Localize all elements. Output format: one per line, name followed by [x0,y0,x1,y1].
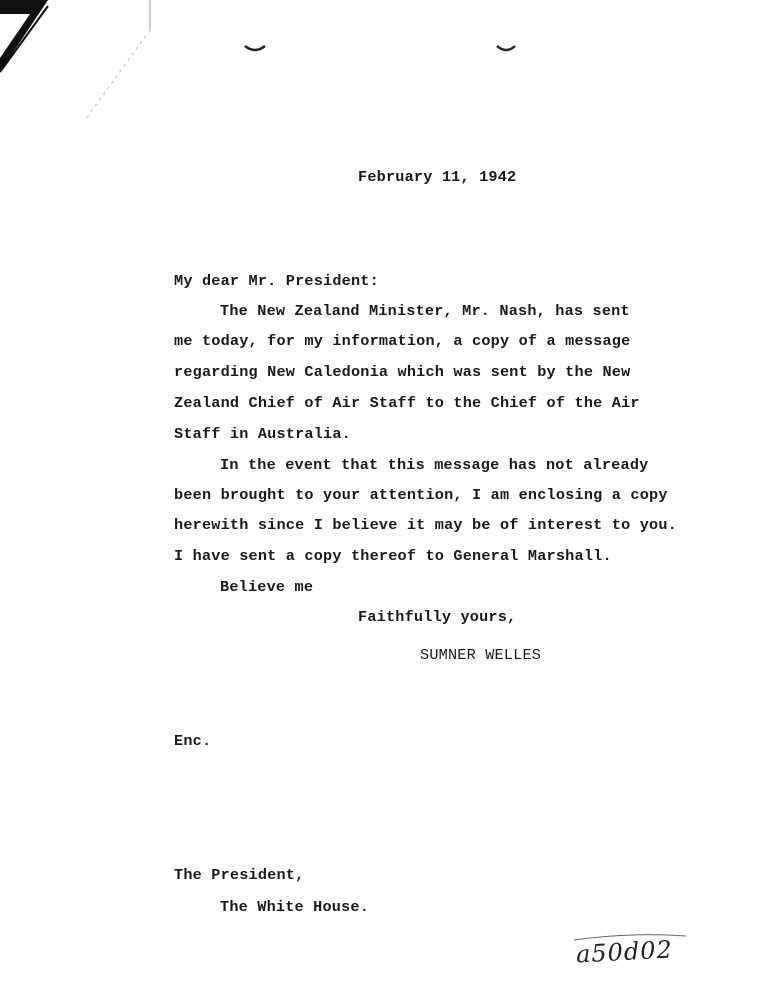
body-line-7: been brought to your attention, I am enclosing a copy [174,486,668,504]
body-line-6: In the event that this message has not already [220,456,649,474]
signature: SUMNER WELLES [420,646,542,664]
body-line-4: Zealand Chief of Air Staff to the Chief of the Air [174,394,640,412]
body-line-2: me today, for my information, a copy of a message [174,332,631,350]
punch-mark-left [244,44,266,54]
scan-corner-mark [0,0,160,130]
punch-mark-right [496,44,516,54]
body-line-1: The New Zealand Minister, Mr. Nash, has sent [220,302,630,320]
file-number-handwritten: a50d02 [575,935,674,969]
closing-believe-me: Believe me [220,578,314,596]
body-line-5: Staff in Australia. [174,425,351,443]
body-line-3: regarding New Caledonia which was sent by the New [174,363,631,381]
closing-faithfully: Faithfully yours, [358,608,517,626]
address-line-2: The White House. [220,898,370,916]
file-number-arc [570,930,690,969]
salutation: My dear Mr. President: [174,272,379,290]
address-line-1: The President, [174,866,305,884]
letter-date: February 11, 1942 [358,168,517,186]
body-line-9: I have sent a copy thereof to General Marshall. [174,547,612,565]
body-line-8: herewith since I believe it may be of interest to you. [174,516,677,534]
enclosure-note: Enc. [174,732,212,750]
